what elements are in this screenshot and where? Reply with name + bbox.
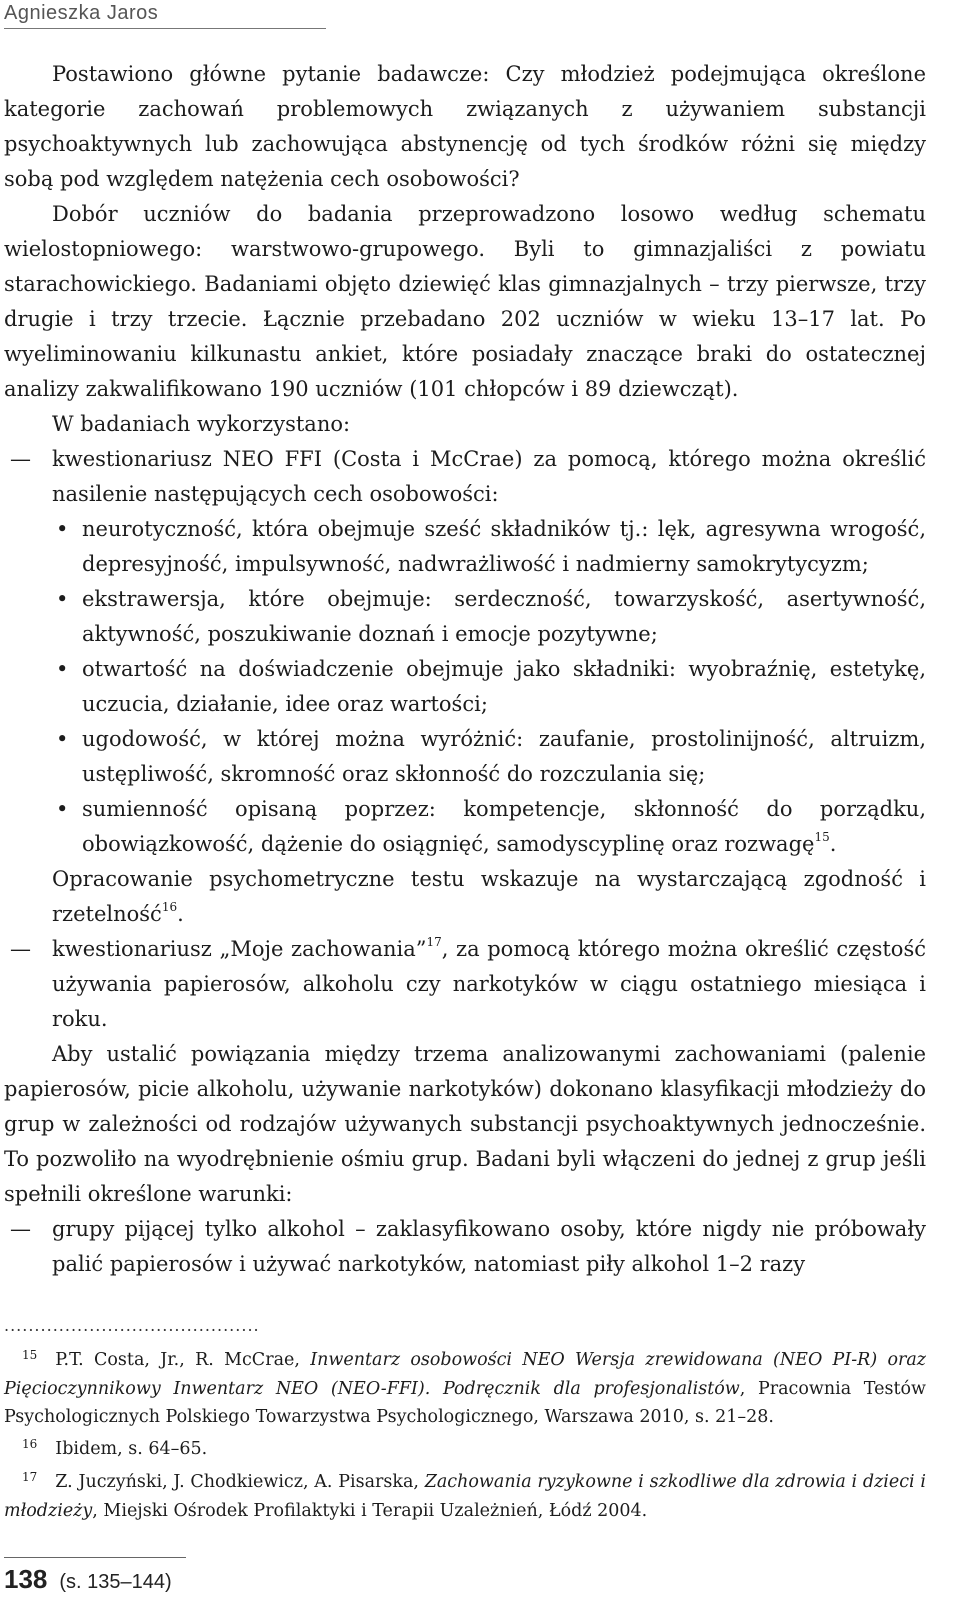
bullet-mark: • [56,517,69,541]
bullet-mark: • [56,797,69,821]
footnote-ref-15[interactable]: 15 [814,830,830,844]
footnote-authors: Z. Juczyński, J. Chodkiewicz, A. Pisarska, [55,1472,425,1492]
bullet-text: otwartość na doświadczenie obejmuje jako składniki: wyobraźnię, estetykę, uczucia, działanie, idee oraz wartości; [82,657,926,716]
bullet-item-agreeableness [4,722,926,792]
psychometric-text: Opracowanie psychometryczne testu wskazuje na wystarczającą zgodność i rzetelność [52,867,926,926]
dash-item-text: grupy pijącej tylko alkohol – zaklasyfikowano osoby, które nigdy nie próbowały palić papierosów i używać narkotyków, natomiast piły alkohol 1–2 razy [52,1217,926,1276]
dash-item-neo-ffi [4,442,926,512]
footnote-title: Zachowania ryzykowne i szkodliwe dla zdrowia i dzieci i młodzieży [4,1472,926,1521]
dash-mark: — [10,1217,31,1241]
bullet-text: ugodowość, w której można wyróżnić: zaufanie, prostolinijność, altruizm, ustępliwość, skromność oraz skłonność do rozczulania się; [82,727,926,786]
paragraph-research-question: Postawiono główne pytanie badawcze: Czy młodzież podejmująca określone kategorie zachowań problemowych związanych z używaniem substancji psychoaktywnych lub zachowująca abstynencję od tych środków różni się między sobą pod względem natężenia cech osobowości? [4,62,926,191]
paragraph-sampling: Dobór uczniów do badania przeprowadzono losowo według schematu wielostopniowego: warstwowo-grupowego. Byli to gimnazjaliści z powiatu starachowickiego. Badaniami objęto dziewięć klas gimnazjalnych – trzy pierwsze, trzy drugie i trzy trzecie. Łącznie przebadano 202 uczniów w wieku 13–17 lat. Po wyeliminowaniu kilkunastu ankiet, które posiadały znaczące braki do ostatecznej analizy zakwalifikowano 190 uczniów (101 chłopców i 89 dziewcząt). [4,202,926,401]
bullet-item-conscientiousness [4,792,926,862]
bullet-text: sumienność opisaną poprzez: kompetencje, skłonność do porządku, obowiązkowość, dążenie do osiągnięć, samodyscyplinę oraz rozwagę [82,797,926,856]
bullet-text: ekstrawersja, które obejmuje: serdeczność, towarzyskość, asertywność, aktywność, poszukiwanie doznań i emocje pozytywne; [82,587,926,646]
footnote-15 [4,1346,926,1431]
bullet-item-neuroticism [4,512,926,582]
dash-item-text: kwestionariusz NEO FFI (Costa i McCrae) za pomocą, którego można określić nasilenie następujących cech osobowości: [52,447,926,506]
dash-mark: — [10,937,31,961]
bullet-mark: • [56,587,69,611]
bullet-item-extraversion [4,582,926,652]
paragraph-tools-intro: W badaniach wykorzystano: [52,412,351,436]
bullet-item-openness [4,652,926,722]
dash-item-text: kwestionariusz „Moje zachowania” [52,937,427,961]
page-number: 138 [4,1564,48,1594]
footnote-number: 17 [22,1470,38,1484]
footnote-ref-16[interactable]: 16 [161,900,178,914]
footnote-title: Inwentarz osobowości NEO Wersja zrewidowana (NEO PI-R) oraz Pięcioczynnikowy Inwentarz NEO (NEO-FFI). Podręcznik dla profesjonalistów [4,1350,926,1399]
dash-item-text-cont: , za pomocą którego można określić częstość używania papierosów, alkoholu czy narkotyków w ciągu ostatniego miesiąca i roku. [52,937,926,1031]
footnotes [4,1346,926,1529]
footnote-ref-17[interactable]: 17 [426,935,442,949]
paragraph-psychometric [4,862,926,932]
footnote-17 [4,1468,926,1525]
footnote-publisher: , Miejski Ośrodek Profilaktyki i Terapii Uzależnień, Łódź 2004. [92,1501,648,1521]
punctuation: . [177,902,184,926]
footnote-authors: P.T. Costa, Jr., R. McCrae, [55,1350,311,1370]
page-range: (s. 135–144) [59,1571,172,1593]
bullet-text: neurotyczność, która obejmuje sześć składników tj.: lęk, agresywna wrogość, depresyjność, impulsywność, nadwrażliwość i nadmierny samokrytycyzm; [82,517,926,576]
punctuation: . [829,832,837,856]
footnote-text: Ibidem, s. 64–65. [55,1439,208,1459]
footnote-16 [4,1435,926,1464]
page-footer [4,1564,172,1595]
dash-item-moje-zachowania [4,932,926,1037]
footnote-number: 15 [22,1348,38,1362]
paragraph-classification: Aby ustalić powiązania między trzema analizowanymi zachowaniami (palenie papierosów, picie alkoholu, używanie narkotyków) dokonano klasyfikacji młodzieży do grup w zależności od rodzajów używanych substancji psychoaktywnych jednocześnie. To pozwoliło na wyodrębnienie ośmiu grup. Badani byli włączeni do jednej z grup jeśli spełnili określone warunki: [4,1042,926,1206]
running-header-author: Agnieszka Jaros [4,2,326,29]
bullet-mark: • [56,657,69,681]
footnote-publisher: , Pracownia Testów Psychologicznych Polskiego Towarzystwa Psychologicznego, Warszawa 2010, s. 21–28. [4,1379,927,1427]
dash-item-alcohol-group [4,1212,926,1282]
traits-bullet-list [4,512,926,862]
main-text [4,57,926,1282]
footer-rule [4,1557,186,1558]
footnote-separator: .......................................... [4,1316,260,1335]
bullet-mark: • [56,727,69,751]
footnote-number: 16 [22,1437,38,1451]
dash-mark: — [10,447,31,471]
